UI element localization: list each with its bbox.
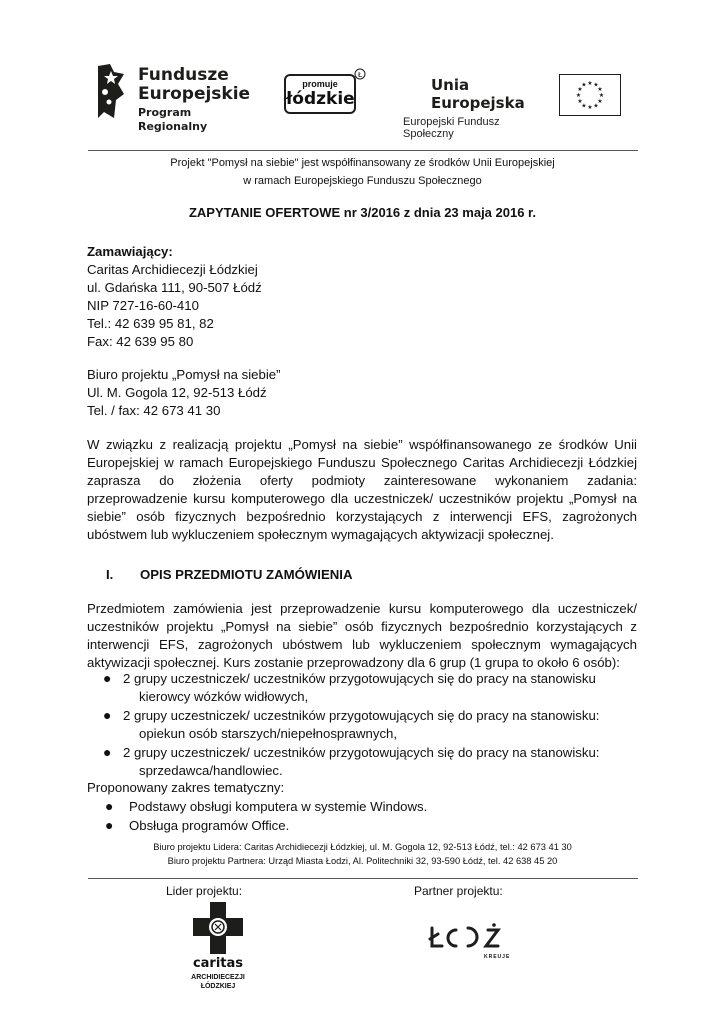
group-line1: 2 grupy uczestniczek/ uczestników przygotowujących się do pracy na stanowisku: — [123, 708, 600, 723]
group-line1: 2 grupy uczestniczek/ uczestników przygotowujących się do pracy na stanowisku — [123, 671, 596, 686]
svg-text:★: ★ — [598, 92, 605, 99]
svg-text:★: ★ — [597, 98, 603, 105]
ue-title: Unia Europejska — [431, 76, 525, 112]
bullet-icon: ● — [103, 670, 112, 686]
intro-paragraph — [87, 436, 637, 544]
promuje-big: łódzkie — [286, 89, 355, 109]
intro-line: ubóstwem lub wykluczeniem społecznym wymagających aktywizacji społecznej. — [87, 527, 554, 542]
section1-paragraph — [87, 600, 637, 672]
intro-line: W związku z realizacją projektu „Pomysł na siebie” współfinansowanego ze środków Unii — [87, 437, 637, 452]
promuje-small: promuje — [302, 79, 338, 89]
orderer-line: Fax: 42 639 95 80 — [87, 334, 194, 349]
office-block — [87, 366, 281, 420]
header-divider — [88, 150, 638, 151]
caritas-cross-icon — [191, 900, 245, 956]
orderer-line: Tel.: 42 639 95 81, 82 — [87, 316, 214, 331]
ue-subtitle: Europejski Fundusz Społeczny — [403, 116, 500, 140]
svg-text:★: ★ — [581, 81, 587, 89]
intro-line: przeprowadzenie kursu komputerowego dla uczestniczek/ uczestników projektu „Pomysł na — [87, 491, 637, 506]
bullet-icon: ● — [103, 707, 112, 723]
svg-text:★: ★ — [593, 81, 599, 89]
group-line2: sprzedawca/handlowiec. — [139, 763, 283, 778]
orderer-heading: Zamawiający: — [87, 244, 173, 259]
fe-line3: Program Regionalny — [138, 106, 208, 133]
bullet-icon: ● — [103, 744, 112, 760]
group-line2: opiekun osób starszych/niepełnosprawnych, — [139, 726, 398, 741]
svg-text:★: ★ — [587, 80, 593, 87]
footer-divider — [88, 878, 638, 879]
intro-line: zaprasza do złożenia oferty podmioty zainteresowane wykonaniem zadania: — [87, 473, 637, 488]
caritas-word: caritas — [192, 956, 244, 971]
topic-item: Podstawy obsługi komputera w systemie Windows. — [129, 799, 428, 814]
registered-mark-icon — [354, 68, 366, 80]
caritas-logo — [178, 900, 258, 991]
intro-line: Europejskiej w ramach Europejskiego Funduszu Społecznego Caritas Archidiecezji Łódzkiej — [87, 455, 637, 470]
topics-heading: Proponowany zakres tematyczny: — [87, 780, 285, 795]
section1-number: I. — [106, 567, 114, 582]
partner-label: Partner projektu: — [414, 884, 503, 898]
svg-text:★: ★ — [593, 102, 599, 110]
svg-text:Ł: Ł — [358, 71, 362, 79]
office-line: Ul. M. Gogola 12, 92-513 Łódź — [87, 385, 267, 400]
office-line: Biuro projektu „Pomysł na siebie” — [87, 367, 281, 382]
intro-line: siebie” osób fizycznych bezpośrednio korzystających z interwencji EFS, zagrożonych — [87, 509, 637, 524]
svg-text:★: ★ — [581, 102, 587, 110]
caritas-sub2: ŁÓDZKIEJ — [200, 983, 236, 990]
group-line1: 2 grupy uczestniczek/ uczestników przygotowujących się do pracy na stanowisku: — [123, 745, 600, 760]
lodz-logo-icon — [428, 922, 508, 954]
office-line: Tel. / fax: 42 673 41 30 — [87, 403, 221, 418]
svg-text:★: ★ — [577, 98, 583, 105]
fe-line2: Europejskie — [138, 84, 251, 104]
topic-item: Obsługa programów Office. — [129, 818, 290, 833]
bullet-icon: ● — [105, 798, 114, 814]
section1-line: aktywizacji społecznej. Kurs zostanie przeprowadzony dla 6 grup (1 grupa to około 6 osób): — [87, 655, 620, 670]
section1-line: uczestników projektu „Pomysł na siebie” osób fizycznych bezpośrednio korzystających z — [87, 619, 637, 634]
svg-text:★: ★ — [577, 86, 583, 93]
orderer-line: ul. Gdańska 111, 90-507 Łódź — [87, 280, 262, 295]
project-info-line1: Projekt "Pomysł na siebie" jest współfinansowany ze środków Unii Europejskiej — [170, 157, 555, 169]
svg-text:★: ★ — [597, 86, 603, 93]
document-title: ZAPYTANIE OFERTOWE nr 3/2016 z dnia 23 maja 2016 r. — [188, 205, 537, 220]
lider-label: Lider projektu: — [166, 884, 243, 898]
group-line2: kierowcy wózków widłowych, — [139, 689, 309, 704]
promuje-lodzkie-logo — [284, 71, 362, 114]
lodz-logo — [428, 922, 511, 962]
caritas-sub1: ARCHIDIECEZJI — [191, 974, 245, 981]
groups-list — [87, 670, 647, 778]
section1-heading: OPIS PRZEDMIOTU ZAMÓWIENIA — [140, 567, 353, 582]
section1-line: Przedmiotem zamówienia jest przeprowadzenie kursu komputerowego dla uczestniczek/ — [87, 601, 637, 616]
section1-line: interwencji EFS, zagrożonych ubóstwem lub wykluczeniem społecznym wymagających — [87, 637, 637, 652]
orderer-line: Caritas Archidiecezji Łódzkiej — [87, 262, 258, 277]
svg-text:★: ★ — [587, 104, 593, 111]
footer-partner-address: Biuro projektu Partnera: Urząd Miasta Łodzi, Al. Politechniki 32, 93-590 Łódź, tel. 42 638 45 20 — [167, 856, 558, 866]
project-info-line2: w ramach Europejskiego Funduszu Społecznego — [243, 175, 482, 187]
fundusze-europejskie-logo — [96, 62, 256, 133]
svg-text:★: ★ — [575, 92, 582, 99]
footer-lider-address: Biuro projektu Lidera: Caritas Archidiecezji Łódzkiej, ul. M. Gogola 12, 92-513 Łódź, tel.: 42 673 41 30 — [153, 842, 572, 852]
orderer-line: NIP 727-16-60-410 — [87, 298, 199, 313]
orderer-block — [87, 243, 262, 351]
fe-star-figure-icon — [96, 62, 126, 120]
eu-flag-icon — [559, 74, 621, 116]
fe-line1: Fundusze — [138, 65, 229, 85]
topics-list — [87, 798, 587, 838]
bullet-icon: ● — [105, 817, 114, 833]
unia-europejska-logo — [403, 76, 553, 140]
lodz-logo-sub: KREUJE — [484, 954, 511, 960]
